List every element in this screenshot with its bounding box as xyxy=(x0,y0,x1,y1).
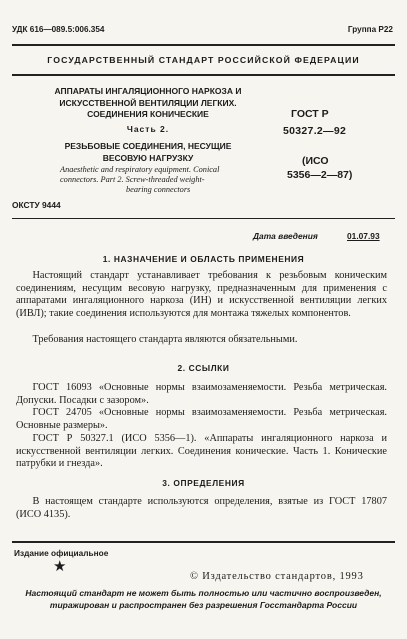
title-line: ИСКУССТВЕННОЙ ВЕНТИЛЯЦИИ ЛЕГКИХ. xyxy=(59,97,237,108)
paragraph: В настоящем стандарте используются определения, взятые из ГОСТ 17807 (ИСО 4135). xyxy=(16,496,387,520)
divider xyxy=(12,218,395,219)
gost-number: 50327.2—92 xyxy=(283,125,347,137)
title-rule xyxy=(12,74,395,76)
notice-line: Настоящий стандарт не может быть полностью или частично воспроизведен, xyxy=(25,588,382,598)
title-line: АППАРАТЫ ИНГАЛЯЦИОННОГО НАРКОЗА И xyxy=(54,86,242,96)
group-code: Группа Р22 xyxy=(347,25,393,34)
effective-date-value: 01.07.93 xyxy=(347,231,380,241)
section-heading: 2. ССЫЛКИ xyxy=(177,363,230,373)
udk-code: УДК 616—089.5:006.354 xyxy=(12,25,105,34)
part-title-line: ВЕСОВУЮ НАГРУЗКУ xyxy=(102,152,194,163)
iso-reference: 5356—2—87) xyxy=(287,169,353,181)
english-title xyxy=(60,165,219,195)
english-title-line: Anaesthetic and respiratory equipment. Conical xyxy=(60,165,220,174)
gost-label: ГОСТ Р xyxy=(291,108,329,120)
notice-line: тиражирован и распространен без разрешения Госстандарта России xyxy=(49,599,358,610)
paragraph: ГОСТ 16093 «Основные нормы взаимозаменяемости. Резьба метрическая. Допуски. Посадки с зазором». xyxy=(16,382,387,406)
section-heading: 1. НАЗНАЧЕНИЕ И ОБЛАСТЬ ПРИМЕНЕНИЯ xyxy=(102,254,305,264)
footer-rule xyxy=(12,541,395,543)
english-title-line: connectors. Part 2. Screw-threaded weight- xyxy=(60,175,205,184)
document-title xyxy=(28,86,268,164)
english-title-line: bearing connectors xyxy=(126,185,191,194)
paragraph: ГОСТ 24705 «Основные нормы взаимозаменяемости. Резьба метрическая. Основные размеры». xyxy=(16,407,387,431)
okstu-code: ОКСТУ 9444 xyxy=(12,200,61,210)
paragraph: Настоящий стандарт устанавливает требования к резьбовым коническим соединениям, несущим весовую нагрузку, предназначенным для применения с аппаратами ингаляционного наркоза (ИН) и искусственной вентиляции легких (ИВЛ); такие соединения используются для монтажа тяжелых компонентов. xyxy=(16,270,387,319)
paragraph: ГОСТ Р 50327.1 (ИСО 5356—1). «Аппараты ингаляционного наркоза и искусственной вентиляции легких. Соединения конические. Часть 1. Конические патрубки и гнезда». xyxy=(16,433,387,470)
standard-title: ГОСУДАРСТВЕННЫЙ СТАНДАРТ РОССИЙСКОЙ ФЕДЕРАЦИИ xyxy=(47,55,360,65)
official-edition-label: Издание официальное xyxy=(14,548,109,558)
paragraph: Требования настоящего стандарта являются обязательными. xyxy=(32,334,298,345)
section-heading: 3. ОПРЕДЕЛЕНИЯ xyxy=(162,478,245,488)
part-title-line: РЕЗЬБОВЫЕ СОЕДИНЕНИЯ, НЕСУЩИЕ xyxy=(64,141,232,151)
part-number: Часть 2. xyxy=(126,123,170,134)
top-rule xyxy=(12,44,395,46)
star-icon: ★ xyxy=(53,559,67,575)
effective-date-label: Дата введения xyxy=(253,231,318,241)
reproduction-notice xyxy=(0,588,407,611)
copyright: © Издательство стандартов, 1993 xyxy=(190,571,364,582)
title-line: СОЕДИНЕНИЯ КОНИЧЕСКИЕ xyxy=(87,109,209,119)
iso-reference: (ИСО xyxy=(302,155,329,167)
